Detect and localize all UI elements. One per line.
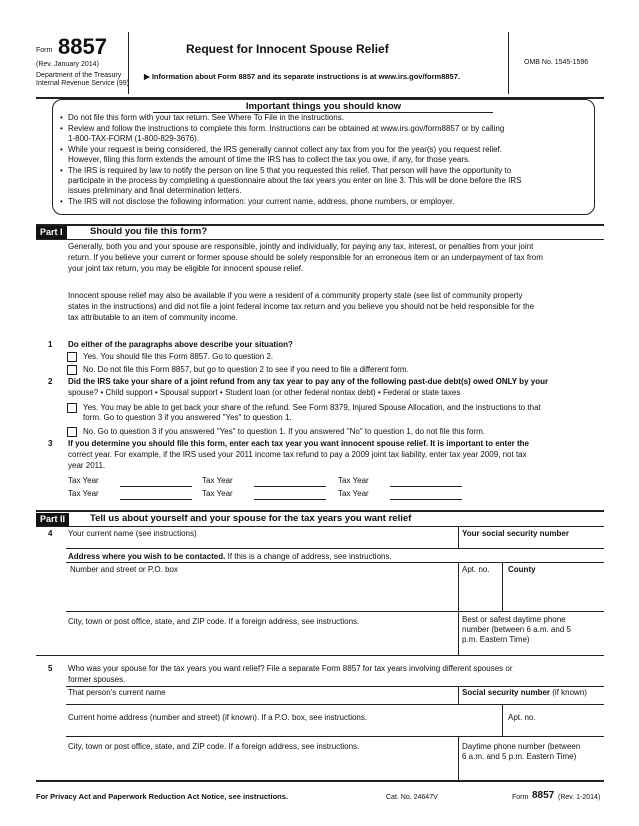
- para1-line2: return. If you believe your current or former spouse should be solely responsible for an erroneous item or an underpayment of tax from: [68, 253, 543, 262]
- part-1-title: Should you file this form?: [90, 226, 208, 237]
- footer-form-label: Form: [512, 794, 529, 801]
- question-1-number: 1: [48, 340, 53, 349]
- address-heading-bold: Address where you wish to be contacted.: [68, 552, 226, 561]
- question-3-text-2: correct year. For example, if the IRS used your 2011 income tax refund to pay a 2009 joint tax liability, enter tax year 2009, not tax: [68, 450, 527, 459]
- para1-line1: Generally, both you and your spouse are responsible, jointly and individually, for paying any tax, interest, or penalties from your joint: [68, 242, 534, 251]
- footer-revision: (Rev. 1-2014): [558, 794, 601, 801]
- form-number: 8857: [58, 34, 107, 59]
- tax-year-label: Tax Year: [202, 476, 233, 485]
- address-heading: [68, 552, 392, 562]
- line-4-number: 4: [48, 529, 53, 538]
- agency-line: Internal Revenue Service (99): [36, 80, 129, 87]
- best-phone-label-2: number (between 6 a.m. and 5: [462, 625, 571, 634]
- ssn-field-label: Your social security number: [462, 529, 569, 538]
- important-bullet-4: The IRS is required by law to notify the person on line 5 that you requested this relief. That person will have the opportunity to: [68, 166, 512, 175]
- tax-year-input-1[interactable]: [120, 486, 192, 487]
- tax-year-input-5[interactable]: [254, 499, 326, 500]
- q2-yes-label-1: Yes. You may be able to get back your share of the refund. See Form 8379, Injured Spouse Allocation, and the instructions to that: [83, 403, 541, 412]
- tax-year-label: Tax Year: [68, 489, 99, 498]
- spouse-ssn-field-label: [462, 688, 587, 698]
- important-bullet-3: While your request is being considered, the IRS generally cannot collect any tax from you for the year(s) you request relief.: [68, 145, 502, 154]
- city-2-field-label: City, town or post office, state, and ZIP code. If a foreign address, see instructions.: [68, 742, 360, 751]
- city-field-label: City, town or post office, state, and ZIP code. If a foreign address, see instructions.: [68, 617, 360, 626]
- tax-year-label: Tax Year: [338, 476, 369, 485]
- important-bullet-2: Review and follow the instructions to complete this form. Instructions can be obtained at www.irs.gov/form8857 or by calling: [68, 124, 505, 133]
- q2-no-checkbox[interactable]: [67, 427, 77, 437]
- q2-yes-checkbox[interactable]: [67, 403, 77, 413]
- form-label: Form: [36, 47, 53, 54]
- instructions-info: ▶ Information about Form 8857 and its separate instructions is at www.irs.gov/form8857.: [144, 72, 460, 81]
- important-bullet-2b: 1-800-TAX-FORM (1-800-829-3676).: [68, 134, 200, 143]
- important-bullet-4b: participate in the process by completing a questionnaire about the tax years you enter on line 3. This will be done before the IRS: [68, 176, 522, 185]
- line-5-question-2: former spouses.: [68, 675, 126, 684]
- important-heading: Important things you should know: [245, 101, 402, 112]
- q1-no-label: No. Do not file this Form 8857, but go to question 2 to see if you need to file a different form.: [83, 365, 409, 374]
- question-3-text-3: year 2011.: [68, 461, 106, 470]
- form-title: Request for Innocent Spouse Relief: [186, 42, 389, 56]
- important-bullet-3b: However, filing this form extends the amount of time the IRS has to collect the tax you owe, if any, for those years.: [68, 155, 471, 164]
- line-5-number: 5: [48, 664, 53, 673]
- tax-year-input-2[interactable]: [254, 486, 326, 487]
- address-heading-rest: If this is a change of address, see instructions.: [225, 552, 392, 561]
- department-line: Department of the Treasury: [36, 72, 122, 79]
- county-field-label: County: [508, 565, 536, 574]
- part-2-title: Tell us about yourself and your spouse for the tax years you want relief: [90, 513, 412, 524]
- spouse-ssn-rest: (if known): [550, 688, 587, 697]
- question-2-text-2: spouse? • Child support • Spousal support • Student loan (or other federal nontax debt) • Federal or state taxes: [68, 388, 461, 397]
- line-5-question: Who was your spouse for the tax years you want relief? File a separate Form 8857 for tax years involving different spouses or: [68, 664, 513, 673]
- tax-year-input-6[interactable]: [390, 499, 462, 500]
- part-1-tag: Part I: [36, 226, 67, 239]
- person-name-field-label: That person's current name: [68, 688, 166, 697]
- form-header: [36, 32, 604, 98]
- question-3-text-1: If you determine you should file this form, enter each tax year you want innocent spouse relief. It is important to enter the: [68, 439, 529, 448]
- important-bullet-1: Do not file this form with your tax return. See Where To File in the instructions.: [68, 113, 344, 122]
- important-bullet-4c: issues preliminary and final determination letters.: [68, 186, 242, 195]
- q2-no-label: No. Go to question 3 if you answered "Yes" to question 1. If you answered "No" to question 1, do not file this form.: [83, 427, 485, 436]
- tax-year-label: Tax Year: [338, 489, 369, 498]
- best-phone-label-3: p.m. Eastern Time): [462, 635, 530, 644]
- q1-yes-checkbox[interactable]: [67, 352, 77, 362]
- privacy-notice: For Privacy Act and Paperwork Reduction Act Notice, see instructions.: [36, 792, 289, 801]
- para2-line2: states in the instructions) and did not file a joint federal income tax return and you believe you should not be held responsible for the: [68, 302, 535, 311]
- part-2-tag: Part II: [36, 513, 69, 526]
- day-phone-label-2: 6 a.m. and 5 p.m. Eastern Time): [462, 752, 577, 761]
- q1-no-checkbox[interactable]: [67, 365, 77, 375]
- street-field-label: Number and street or P.O. box: [70, 565, 178, 574]
- tax-year-fields: [68, 476, 468, 502]
- footer-form-number: 8857: [532, 790, 555, 801]
- para2-line3: tax attributable to an item of community income.: [68, 313, 238, 322]
- para2-line1: Innocent spouse relief may also be available if you were a resident of a community property state (see list of community property: [68, 291, 523, 300]
- q1-yes-label: Yes. You should file this Form 8857. Go to question 2.: [83, 352, 274, 361]
- question-2-number: 2: [48, 377, 53, 386]
- form-revision: (Rev. January 2014): [36, 61, 99, 68]
- spouse-ssn-bold: Social security number: [462, 688, 551, 697]
- question-3-number: 3: [48, 439, 53, 448]
- apt-field-label: Apt. no.: [462, 565, 490, 574]
- tax-year-input-3[interactable]: [390, 486, 462, 487]
- question-1-text: Do either of the paragraphs above describe your situation?: [68, 340, 293, 349]
- apt-2-field-label: Apt. no.: [508, 713, 536, 722]
- home-address-field-label: Current home address (number and street) (if known). If a P.O. box, see instructions.: [68, 713, 368, 722]
- para1-line3: your joint tax return, you may be eligible for innocent spouse relief.: [68, 264, 304, 273]
- q2-yes-label-2: form. Go to question 3 if you answered "Yes" to question 1.: [83, 413, 292, 422]
- day-phone-label-1: Daytime phone number (between: [462, 742, 581, 751]
- current-name-field-label: Your current name (see instructions): [68, 529, 197, 538]
- best-phone-label-1: Best or safest daytime phone: [462, 615, 566, 624]
- catalog-number: Cat. No. 24647V: [386, 794, 438, 801]
- tax-year-input-4[interactable]: [120, 499, 192, 500]
- omb-number: OMB No. 1545-1596: [524, 59, 589, 66]
- tax-year-label: Tax Year: [202, 489, 233, 498]
- question-2-text-1: Did the IRS take your share of a joint refund from any tax year to pay any of the following past-due debt(s) owed ONLY by your: [68, 377, 549, 386]
- tax-year-label: Tax Year: [68, 476, 99, 485]
- important-bullet-5: The IRS will not disclose the following information: your current name, address, phone numbers, or employer.: [68, 197, 455, 206]
